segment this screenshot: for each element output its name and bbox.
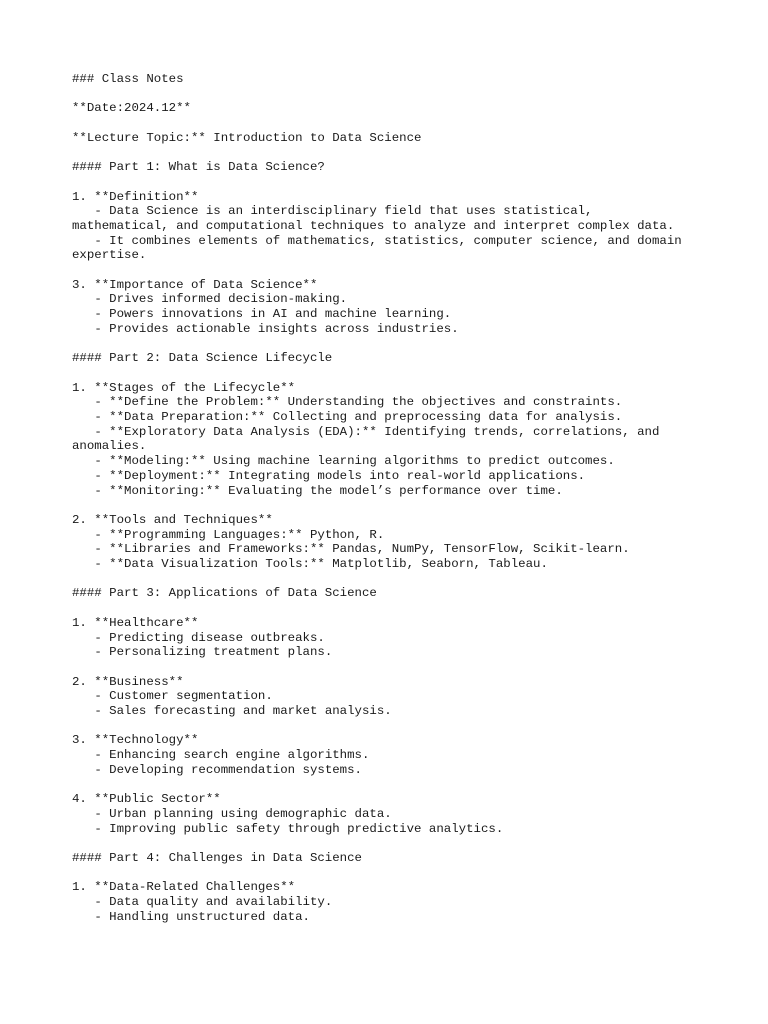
text-line: #### Part 4: Challenges in Data Science [72, 851, 362, 866]
text-line [72, 498, 712, 513]
text-line: 4. **Public Sector** [72, 792, 221, 807]
text-line: #### Part 3: Applications of Data Science [72, 586, 377, 601]
text-line: - **Deployment:** Integrating models into real-world applications. [72, 468, 586, 483]
text-line: 2. **Business** [72, 674, 184, 689]
text-line: #### Part 2: Data Science Lifecycle [72, 351, 333, 366]
text-line: - Developing recommendation systems. [72, 762, 362, 777]
text-line: 2. **Tools and Techniques** [72, 512, 273, 527]
text-line: - It combines elements of mathematics, statistics, computer science, and domain [72, 233, 682, 248]
text-line [72, 719, 712, 734]
text-line: #### Part 1: What is Data Science? [72, 160, 325, 175]
text-line: - **Modeling:** Using machine learning algorithms to predict outcomes. [72, 454, 615, 469]
text-line [72, 145, 712, 160]
text-line: **Date:2024.12** [72, 101, 191, 116]
text-line: - Personalizing treatment plans. [72, 645, 333, 660]
text-line: - Powers innovations in AI and machine learning. [72, 307, 452, 322]
text-line: anomalies. [72, 439, 147, 454]
text-line [72, 601, 712, 616]
text-line [72, 778, 712, 793]
text-line [72, 337, 712, 352]
text-line: - **Data Preparation:** Collecting and preprocessing data for analysis. [72, 410, 623, 425]
text-line [72, 836, 712, 851]
text-line: - Provides actionable insights across industries. [72, 321, 459, 336]
text-line: 1. **Stages of the Lifecycle** [72, 380, 296, 395]
text-line: - Data Science is an interdisciplinary field that uses statistical, [72, 204, 593, 219]
text-line: - Data quality and availability. [72, 895, 333, 910]
text-line [72, 116, 712, 131]
text-line [72, 263, 712, 278]
text-line: **Lecture Topic:** Introduction to Data Science [72, 130, 422, 145]
text-line: - Predicting disease outbreaks. [72, 630, 325, 645]
text-line [72, 866, 712, 881]
text-line: - Drives informed decision-making. [72, 292, 348, 307]
text-line: - Handling unstructured data. [72, 909, 310, 924]
text-line: - **Define the Problem:** Understanding the objectives and constraints. [72, 395, 623, 410]
text-line [72, 366, 712, 381]
text-line [72, 175, 712, 190]
text-line: expertise. [72, 248, 147, 263]
text-line: - Improving public safety through predictive analytics. [72, 821, 504, 836]
text-line: - **Monitoring:** Evaluating the model’s performance over time. [72, 483, 563, 498]
text-line: - **Exploratory Data Analysis (EDA):** Identifying trends, correlations, and [72, 424, 660, 439]
text-line: - Enhancing search engine algorithms. [72, 748, 370, 763]
text-line: - Urban planning using demographic data. [72, 806, 392, 821]
text-line [72, 87, 712, 102]
text-line: 1. **Data-Related Challenges** [72, 880, 296, 895]
text-line: 1. **Definition** [72, 189, 199, 204]
text-line [72, 660, 712, 675]
text-line: - **Data Visualization Tools:** Matplotlib, Seaborn, Tableau. [72, 557, 548, 572]
text-line: - Customer segmentation. [72, 689, 273, 704]
text-line: - **Libraries and Frameworks:** Pandas, NumPy, TensorFlow, Scikit-learn. [72, 542, 630, 557]
text-line: - Sales forecasting and market analysis. [72, 704, 392, 719]
text-line: - **Programming Languages:** Python, R. [72, 527, 385, 542]
text-line: 1. **Healthcare** [72, 615, 199, 630]
text-line: mathematical, and computational techniques to analyze and interpret complex data. [72, 218, 675, 233]
document-body [72, 72, 712, 925]
text-line: ### Class Notes [72, 72, 184, 86]
document-page [72, 72, 712, 925]
text-line: 3. **Importance of Data Science** [72, 277, 318, 292]
text-line [72, 572, 712, 587]
text-line: 3. **Technology** [72, 733, 199, 748]
